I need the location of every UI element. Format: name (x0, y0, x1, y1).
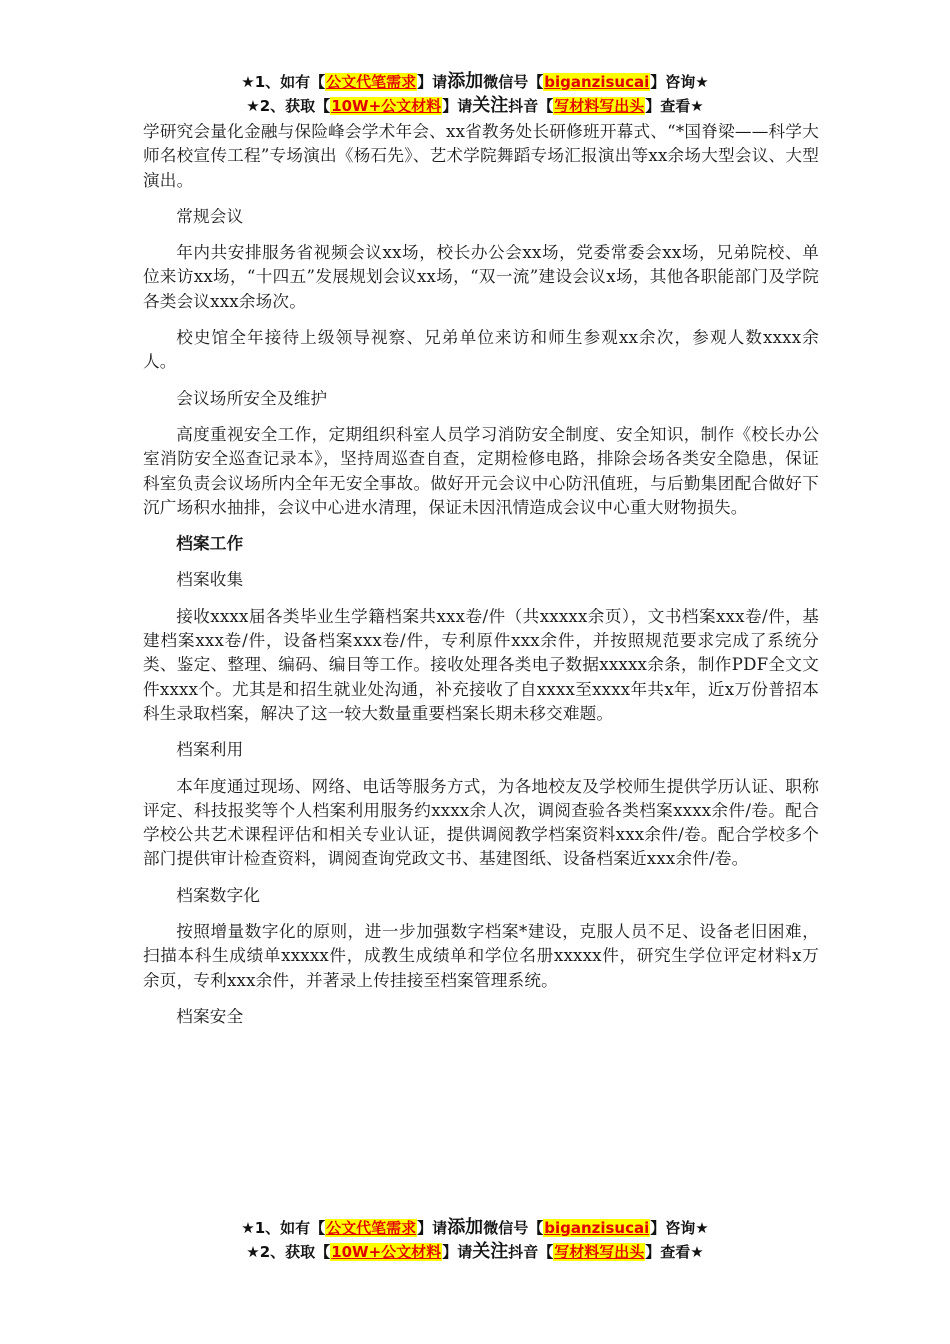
banner-emphasis: 添加 (447, 1217, 484, 1238)
banner-text: 抖音【 (508, 1243, 554, 1261)
paragraph: 本年度通过现场、网络、电话等服务方式，为各地校友及学校师生提供学历认证、职称评定、科技报奖等个人档案利用服务约xxxx余人次，调阅查验各类档案xxxx余件/卷。配合学校公共艺术课程评估和相关专业认证，提供调阅教学档案资料xxx余件/卷。配合学校多个部门提供审计检查资料，调阅查询党政文书、基建图纸、设备档案近xxx余件/卷。 (143, 776, 819, 869)
subheading-archive-security: 档案安全 (176, 1006, 244, 1026)
banner-text: 】请 (417, 73, 448, 91)
banner-highlight: 10W+公文材料 (331, 97, 442, 115)
banner-text: 抖音【 (508, 97, 554, 115)
paragraph: 高度重视安全工作，定期组织科室人员学习消防安全制度、安全知识，制作《校长办公室消防安全巡查记录本》，坚持周巡查自查，定期检修电路，排除会场各类安全隐患，保证科室负责会议场所内全年无安全事故。做好开元会议中心防汛值班，与后勤集团配合做好下沉广场积水抽排，会议中心进水清理，保证未因汛情造成会议中心重大财物损失。 (143, 424, 819, 517)
banner-text: 】咨询★ (650, 73, 709, 91)
paragraph: 学研究会量化金融与保险峰会学术年会、xx省教务处长研修班开幕式、“*国脊梁——科学大师名校宣传工程”专场演出《杨石先》、艺术学院舞蹈专场汇报演出等xx余场大型会议、大型演出。 (143, 122, 819, 190)
banner-text: ★2、获取【 (246, 1243, 331, 1261)
paragraph: 按照增量数字化的原则，进一步加强数字档案*建设，克服人员不足、设备老旧困难，扫描本科生成绩单xxxxx件，成教生成绩单和学位名册xxxxx件，研究生学位评定材料x万余页，专利xxx余件，并著录上传挂接至档案管理系统。 (143, 922, 819, 990)
banner-text: 】请 (442, 1243, 473, 1261)
subheading-venue-safety: 会议场所安全及维护 (176, 388, 328, 408)
banner-text: 】查看★ (645, 1243, 704, 1261)
document-body (143, 120, 819, 1041)
banner-text: ★1、如有【 (241, 1219, 326, 1237)
banner-text: 微信号【 (483, 73, 544, 91)
banner-emphasis: 关注 (472, 1241, 509, 1262)
banner-line-2 (0, 1240, 950, 1264)
banner-highlight: 10W+公文材料 (331, 1243, 442, 1261)
subheading-archive-use: 档案利用 (176, 740, 244, 760)
banner-highlight-wechat: biganzisucai (544, 1219, 650, 1237)
footer-banner (0, 1216, 950, 1264)
banner-line-1 (0, 70, 950, 94)
banner-highlight: 公文代笔需求 (326, 1219, 417, 1237)
paragraph: 接收xxxx届各类毕业生学籍档案共xxx卷/件（共xxxxx余页），文书档案xxx卷/件，基建档案xxx卷/件，设备档案xxx卷/件，专利原件xxx余件，并按照规范要求完成了系统分类、鉴定、整理、编码、编目等工作。接收处理各类电子数据xxxxx余条，制作PDF全文文件xxxx个。尤其是和招生就业处沟通，补充接收了自xxxx至xxxx年共x年，近x万份普招本科生录取档案，解决了这一较大数量重要档案长期未移交难题。 (143, 606, 819, 723)
paragraph: 校史馆全年接待上级领导视察、兄弟单位来访和师生参观xx余次，参观人数xxxx余人。 (143, 328, 819, 372)
banner-text: 微信号【 (483, 1219, 544, 1237)
banner-text: ★2、获取【 (246, 97, 331, 115)
banner-emphasis: 关注 (472, 95, 509, 116)
banner-text: 】咨询★ (650, 1219, 709, 1237)
section-heading-archives: 档案工作 (176, 534, 244, 554)
banner-text: 】请 (417, 1219, 448, 1237)
subheading-archive-collection: 档案收集 (176, 570, 244, 590)
subheading-routine-meetings: 常规会议 (176, 206, 244, 226)
banner-text: 】查看★ (645, 97, 704, 115)
banner-highlight-douyin: 写材料写出头 (554, 97, 645, 115)
banner-highlight: 公文代笔需求 (326, 73, 417, 91)
banner-line-1 (0, 1216, 950, 1240)
paragraph: 年内共安排服务省视频会议xx场，校长办公会xx场，党委常委会xx场，兄弟院校、单位来访xx场，“十四五”发展规划会议xx场，“双一流”建设会议x场，其他各职能部门及学院各类会议xxx余场次。 (143, 243, 819, 311)
header-banner (0, 70, 950, 118)
banner-highlight-douyin: 写材料写出头 (554, 1243, 645, 1261)
banner-emphasis: 添加 (447, 71, 484, 92)
banner-highlight-wechat: biganzisucai (544, 73, 650, 91)
banner-line-2 (0, 94, 950, 118)
banner-text: 】请 (442, 97, 473, 115)
subheading-archive-digitization: 档案数字化 (176, 885, 261, 905)
banner-text: ★1、如有【 (241, 73, 326, 91)
